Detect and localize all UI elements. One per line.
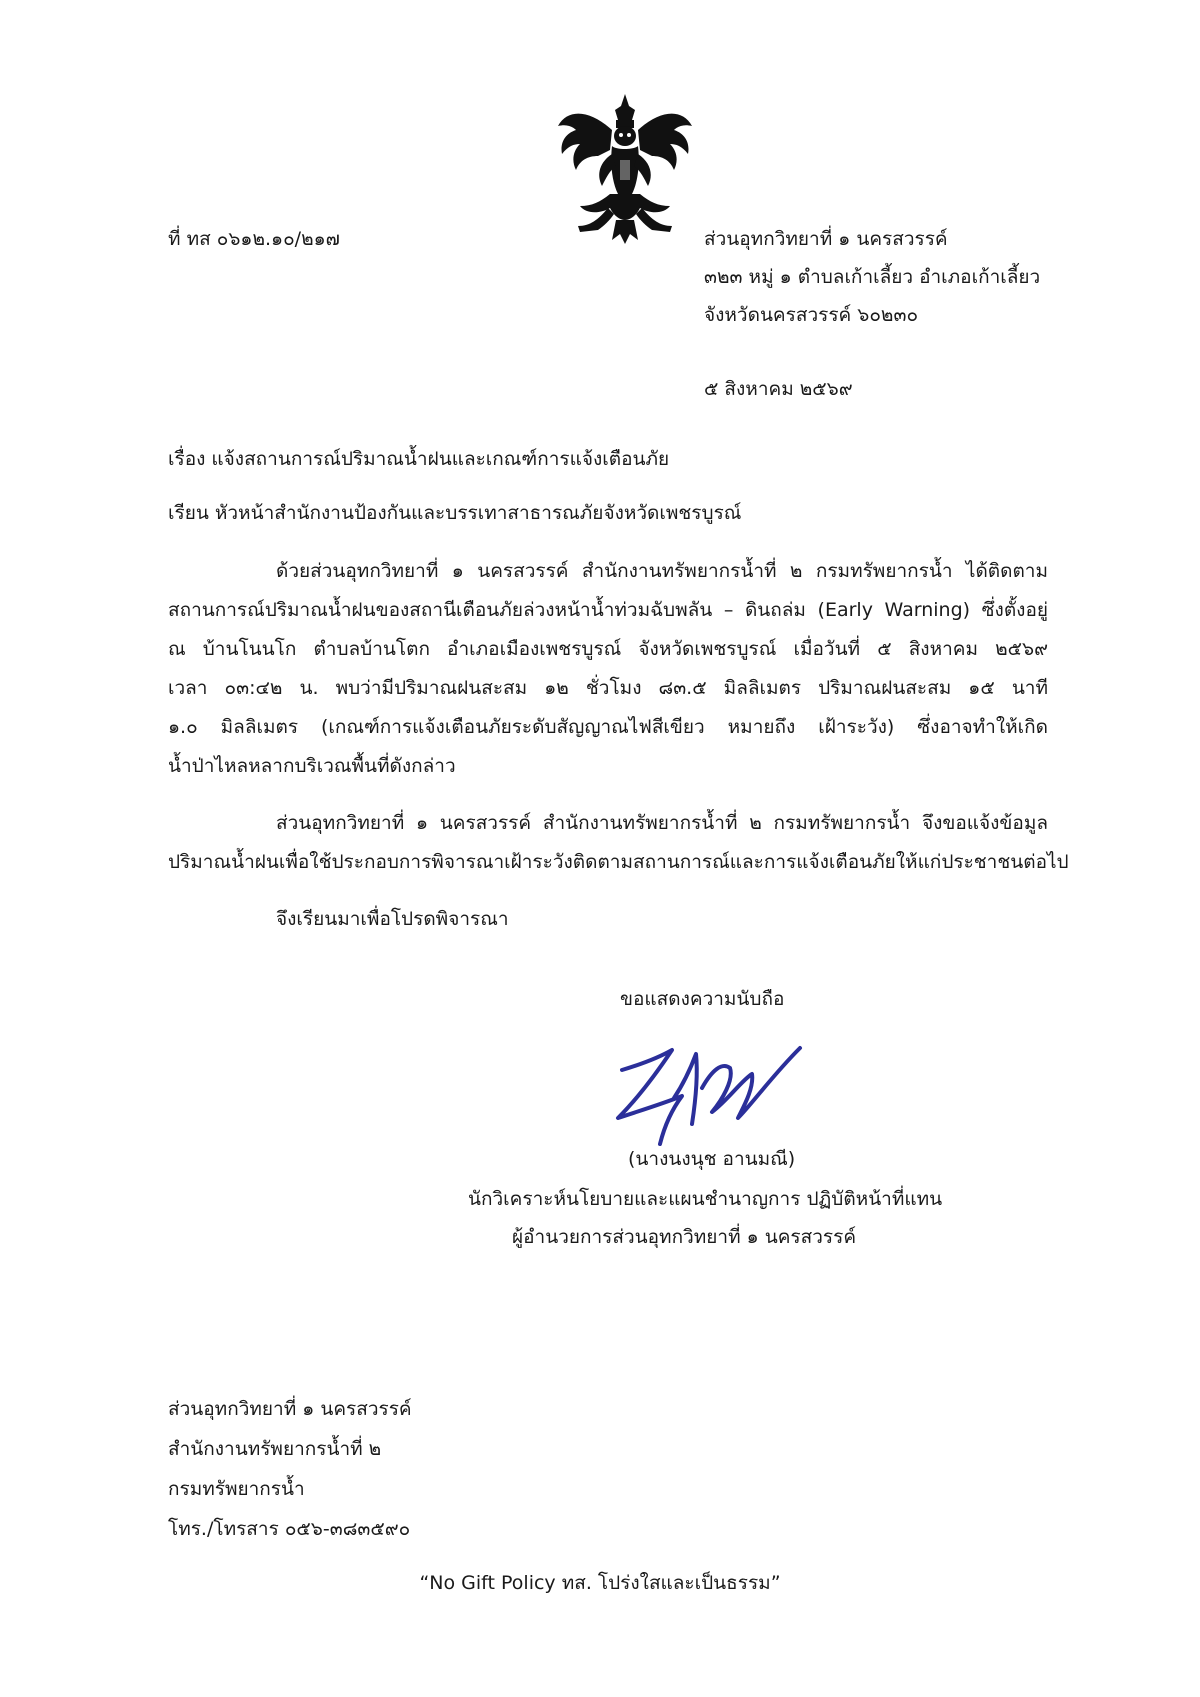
recipient-line: เรียน หัวหน้าสำนักงานป้องกันและบรรเทาสาธารณภัยจังหวัดเพชรบูรณ์ (168, 502, 742, 524)
paragraph-line: ปริมาณน้ำฝนเพื่อใช้ประกอบการพิจารณาเฝ้าระวังติดตามสถานการณ์และการแจ้งเตือนภัยให้แก่ประชาชนต่อไป (168, 851, 1069, 873)
reference-number: ที่ ทส ๐๖๑๒.๑๐/๒๑๗ (168, 228, 340, 250)
paragraph-line: ด้วยส่วนอุทกวิทยาที่ ๑ นครสวรรค์ สำนักงานทรัพยากรน้ำที่ ๒ กรมทรัพยากรน้ำ ได้ติดตาม (276, 560, 1048, 582)
contact-bureau: สำนักงานทรัพยากรน้ำที่ ๒ (168, 1438, 382, 1460)
letter-date: ๕ สิงหาคม ๒๕๖๙ (704, 378, 853, 400)
garuda-emblem (550, 90, 700, 245)
paragraph-line: ส่วนอุทกวิทยาที่ ๑ นครสวรรค์ สำนักงานทรัพยากรน้ำที่ ๒ กรมทรัพยากรน้ำ จึงขอแจ้งข้อมูล (276, 812, 1048, 834)
paragraph-line: เวลา ๐๓:๔๒ น. พบว่ามีปริมาณฝนสะสม ๑๒ ชั่วโมง ๘๓.๕ มิลลิเมตร ปริมาณฝนสะสม ๑๕ นาที (168, 677, 1048, 699)
contact-phone-fax: โทร./โทรสาร ๐๕๖-๓๘๓๕๙๐ (168, 1518, 411, 1540)
signer-position-line2: ผู้อำนวยการส่วนอุทกวิทยาที่ ๑ นครสวรรค์ (512, 1226, 857, 1248)
office-address-line1: ๓๒๓ หมู่ ๑ ตำบลเก้าเลี้ยว อำเภอเก้าเลี้ยว (704, 266, 1041, 288)
paragraph-line: น้ำป่าไหลหลากบริเวณพื้นที่ดังกล่าว (168, 755, 456, 777)
signer-name: (นางนงนุช อานมณี) (628, 1148, 796, 1170)
handwritten-signature (612, 1040, 822, 1150)
contact-department: กรมทรัพยากรน้ำ (168, 1478, 305, 1500)
signer-position-line1: นักวิเคราะห์นโยบายและแผนชำนาญการ ปฏิบัติหน้าที่แทน (468, 1188, 943, 1210)
closing-request: จึงเรียนมาเพื่อโปรดพิจารณา (276, 908, 509, 930)
paragraph-line: ณ บ้านโนนโก ตำบลบ้านโตก อำเภอเมืองเพชรบูรณ์ จังหวัดเพชรบูรณ์ เมื่อวันที่ ๕ สิงหาคม ๒๕๖๙ (168, 638, 1048, 660)
salutation: ขอแสดงความนับถือ (620, 988, 785, 1010)
paragraph-line: สถานการณ์ปริมาณน้ำฝนของสถานีเตือนภัยล่วงหน้าน้ำท่วมฉับพลัน – ดินถล่ม (Early Warning) ซึ่งตั้งอยู่ (168, 599, 1048, 621)
no-gift-policy-note: “No Gift Policy ทส. โปร่งใสและเป็นธรรม” (419, 1572, 781, 1594)
paragraph-line: ๑.๐ มิลลิเมตร (เกณฑ์การแจ้งเตือนภัยระดับสัญญาณไฟสีเขียว หมายถึง เฝ้าระวัง) ซึ่งอาจทำให้เกิด (168, 716, 1048, 738)
office-address-line2: จังหวัดนครสวรรค์ ๖๐๒๓๐ (704, 304, 919, 326)
contact-office: ส่วนอุทกวิทยาที่ ๑ นครสวรรค์ (168, 1398, 412, 1420)
subject-line: เรื่อง แจ้งสถานการณ์ปริมาณน้ำฝนและเกณฑ์การแจ้งเตือนภัย (168, 448, 670, 470)
office-name: ส่วนอุทกวิทยาที่ ๑ นครสวรรค์ (704, 228, 948, 250)
